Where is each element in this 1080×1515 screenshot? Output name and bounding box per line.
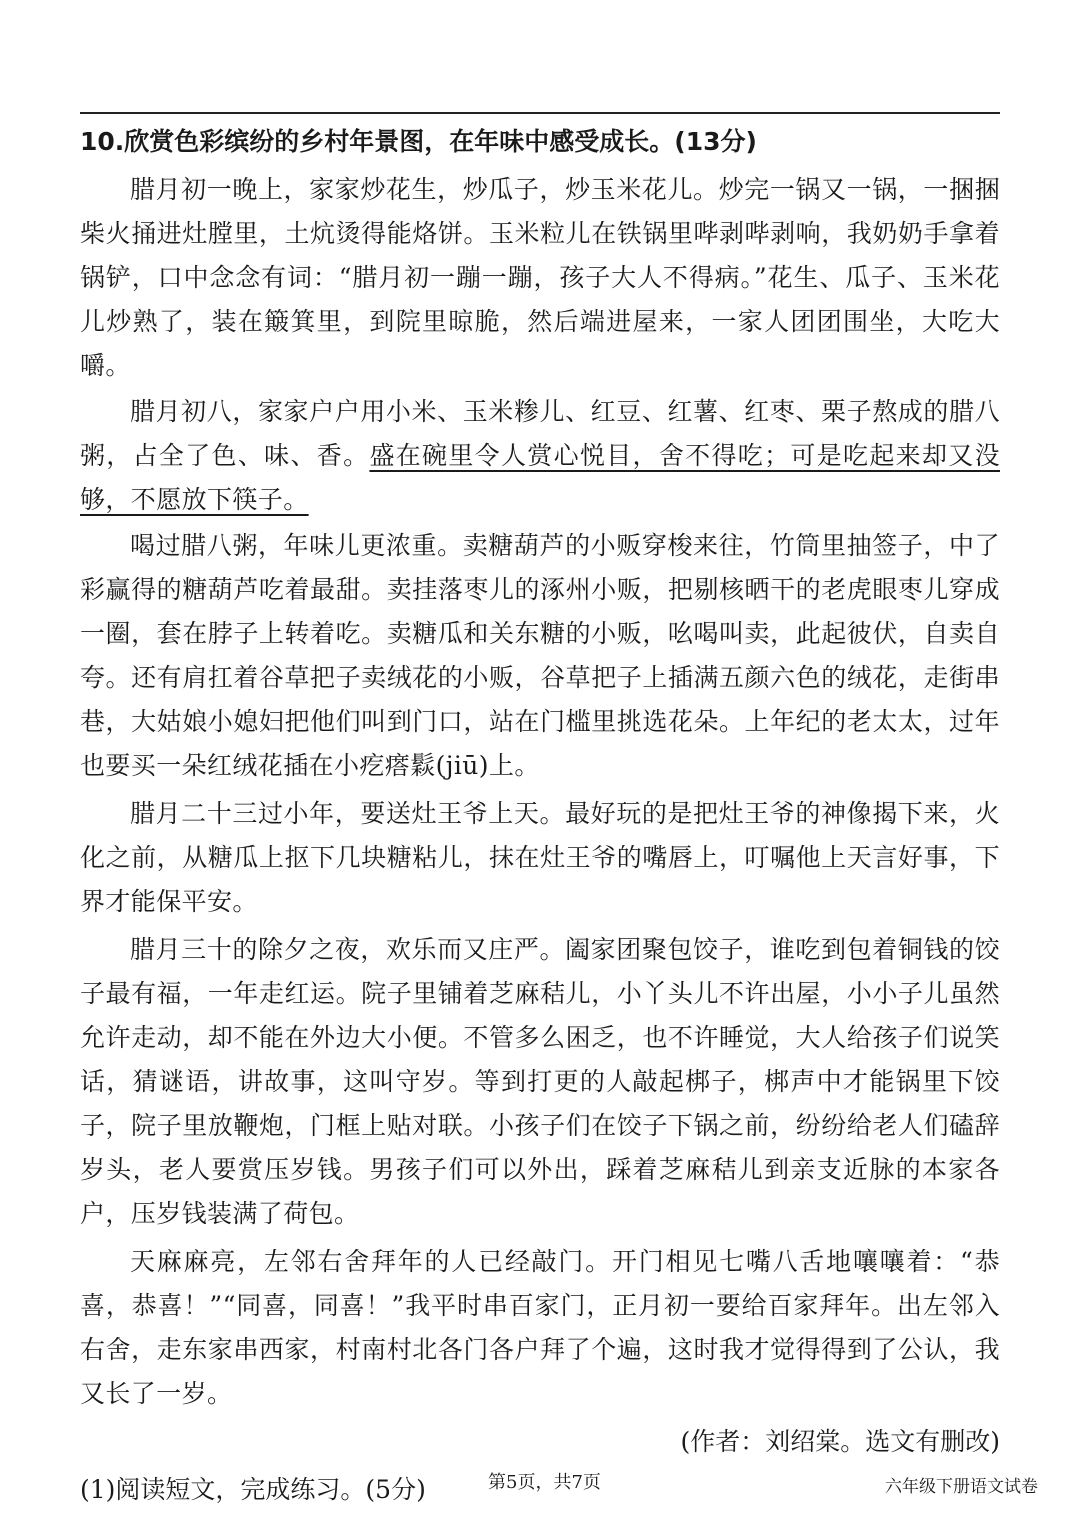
question-title: 10.欣赏色彩缤纷的乡村年景图，在年味中感受成长。(13分)	[80, 127, 757, 156]
top-rule	[80, 112, 1000, 114]
paragraph-1: 腊月初一晚上，家家炒花生，炒瓜子，炒玉米花儿。炒完一锅又一锅，一捆捆柴火捅进灶膛里，土炕烫得能烙饼。玉米粒儿在铁锅里哔剥哔剥响，我奶奶手拿着锅铲，口中念念有词：“腊月初一蹦一蹦，孩子大人不得病。”花生、瓜子、玉米花儿炒熟了，装在簸箕里，到院里晾脆，然后端进屋来，一家人团团围坐，大吃大嚼。	[80, 175, 1000, 380]
page-number: 第5页，共7页	[488, 1472, 601, 1493]
paragraph-5: 腊月三十的除夕之夜，欢乐而又庄严。阖家团聚包饺子，谁吃到包着铜钱的饺子最有福，一年走红运。院子里铺着芝麻秸儿，小丫头儿不许出屋，小小子儿虽然允许走动，却不能在外边大小便。不管多么困乏，也不许睡觉，大人给孩子们说笑话，猜谜语，讲故事，这叫守岁。等到打更的人敲起梆子，梆声中才能锅里下饺子，院子里放鞭炮，门框上贴对联。小孩子们在饺子下锅之前，纷纷给老人们磕辞岁头，老人要赏压岁钱。男孩子们可以外出，踩着芝麻秸儿到亲支近脉的本家各户，压岁钱装满了荷包。	[80, 935, 1000, 1228]
underlined-sentence: 盛在碗里令人赏心悦目，舍不得吃；可是吃起来却又没够，不愿放下筷子。	[80, 441, 1000, 514]
paragraph-4: 腊月二十三过小年，要送灶王爷上天。最好玩的是把灶王爷的神像揭下来，火化之前，从糖瓜上抠下几块糖粘儿，抹在灶王爷的嘴唇上，叮嘱他上天言好事，下界才能保平安。	[80, 799, 1000, 916]
source-attribution: (作者：刘绍棠。选文有删改)	[680, 1427, 1000, 1456]
sub-question-1: (1)阅读短文，完成练习。(5分)	[80, 1475, 426, 1504]
paragraph-2	[80, 390, 1000, 522]
question-block	[80, 120, 1000, 1512]
paragraph-6: 天麻麻亮，左邻右舍拜年的人已经敲门。开门相见七嘴八舌地嚷嚷着：“恭喜，恭喜！”“同喜，同喜！”我平时串百家门，正月初一要给百家拜年。出左邻入右舍，走东家串西家，村南村北各门各户拜了个遍，这时我才觉得得到了公认，我又长了一岁。	[80, 1247, 1000, 1408]
exam-label: 六年级下册语文试卷	[885, 1477, 1038, 1497]
paragraph-3: 喝过腊八粥，年味儿更浓重。卖糖葫芦的小贩穿梭来往，竹筒里抽签子，中了彩赢得的糖葫芦吃着最甜。卖挂落枣儿的涿州小贩，把剔核晒干的老虎眼枣儿穿成一圈，套在脖子上转着吃。卖糖瓜和关东糖的小贩，吆喝叫卖，此起彼伏，自卖自夸。还有肩扛着谷草把子卖绒花的小贩，谷草把子上插满五颜六色的绒花，走街串巷，大姑娘小媳妇把他们叫到门口，站在门槛里挑选花朵。上年纪的老太太，过年也要买一朵红绒花插在小疙瘩鬏(jiū)上。	[80, 531, 1000, 780]
paragraph-2-text: 腊月初八，家家户户用小米、玉米糁儿、红豆、红薯、红枣、栗子熬成的腊八粥，占全了色、味、香。	[80, 397, 1000, 470]
